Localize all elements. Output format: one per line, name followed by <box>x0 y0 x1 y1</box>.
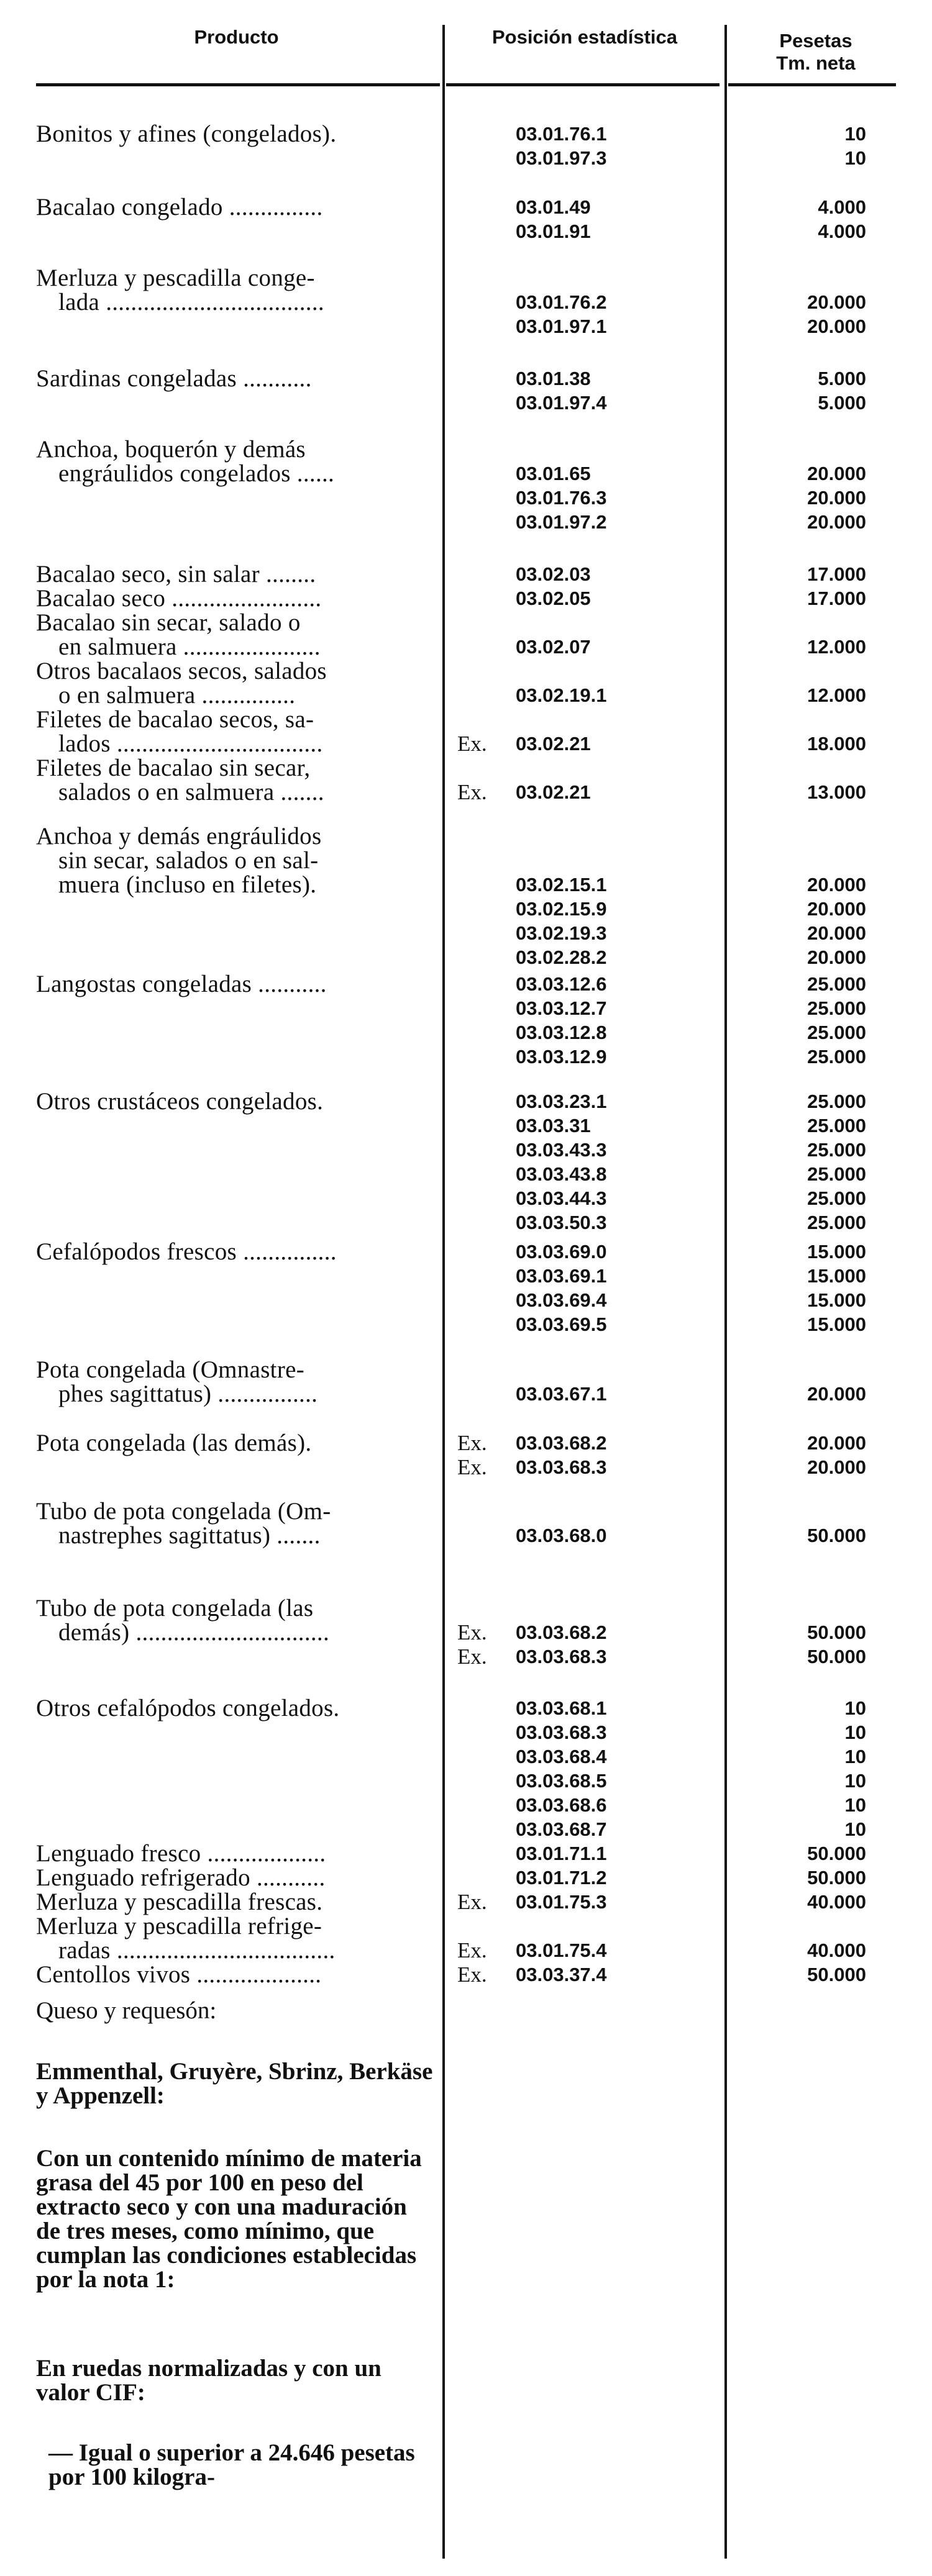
product-label <box>36 707 437 756</box>
value-cell: 50.000 <box>807 1964 866 1985</box>
value-cell: 12.000 <box>807 684 866 706</box>
header-rule-position <box>446 83 720 86</box>
position-code: 03.03.50.3 <box>516 1212 607 1233</box>
value-cell: 10 <box>844 1818 866 1840</box>
position-code: 03.03.68.2 <box>516 1621 607 1643</box>
value-cell: 20.000 <box>807 463 866 484</box>
value-cell: 17.000 <box>807 587 866 609</box>
position-code: 03.03.68.3 <box>516 1456 607 1478</box>
product-line: Anchoa, boquerón y demás <box>36 436 306 463</box>
product-line: Tubo de pota congelada (Om- <box>36 1498 331 1525</box>
product-line: demás) ............................... <box>58 1619 330 1646</box>
product-label <box>36 1240 437 1264</box>
value-cell: 5.000 <box>818 392 866 414</box>
position-code: 03.03.44.3 <box>516 1187 607 1209</box>
product-label <box>36 1089 437 1113</box>
section-ruedas: En ruedas normalizadas y con un valor CIF: <box>36 2355 381 2406</box>
value-cell: 25.000 <box>807 1091 866 1112</box>
product-line: Bacalao seco ........................ <box>36 585 322 612</box>
product-label <box>36 1914 437 1962</box>
value-cell: 10 <box>844 147 866 169</box>
position-code: 03.01.38 <box>516 368 591 389</box>
position-code: 03.03.12.9 <box>516 1046 607 1068</box>
value-cell: 10 <box>844 1746 866 1767</box>
position-code: 03.03.68.4 <box>516 1746 607 1767</box>
position-code: 03.03.68.3 <box>516 1646 607 1667</box>
position-code: 03.03.68.7 <box>516 1818 607 1840</box>
value-cell: 13.000 <box>807 781 866 803</box>
position-code: 03.03.12.8 <box>516 1022 607 1043</box>
header-unit: Tm. neta <box>776 52 856 74</box>
value-cell: 20.000 <box>807 511 866 533</box>
product-line: radas ................................... <box>58 1937 336 1964</box>
value-cell: 50.000 <box>807 1525 866 1546</box>
product-line: phes sagittatus) ................ <box>58 1381 318 1407</box>
value-cell: 25.000 <box>807 1139 866 1161</box>
position-code: 03.03.68.5 <box>516 1770 607 1792</box>
position-code: 03.03.68.3 <box>516 1721 607 1743</box>
position-code: 03.03.69.1 <box>516 1265 607 1287</box>
product-line: Filetes de bacalao sin secar, <box>36 755 311 781</box>
product-label <box>36 122 437 146</box>
position-code: 03.01.97.4 <box>516 392 607 414</box>
product-line: Centollos vivos .................... <box>36 1961 322 1988</box>
product-line: Tubo de pota congelada (las <box>36 1595 314 1621</box>
value-cell: 20.000 <box>807 1383 866 1405</box>
position-code: 03.03.69.5 <box>516 1313 607 1335</box>
ex-marker: Ex. <box>457 1455 487 1479</box>
product-line: Langostas congeladas ........... <box>36 971 327 997</box>
value-cell: 15.000 <box>807 1265 866 1287</box>
product-label <box>36 1962 437 1987</box>
product-line: en salmuera ...................... <box>58 633 321 660</box>
section-contenido: Con un contenido mínimo de materia grasa del 45 por 100 en peso del extracto seco y con una maduración de tres meses, como mínimo, que cumplan las condiciones establecidas por la nota 1: <box>36 2145 422 2293</box>
value-cell: 50.000 <box>807 1621 866 1643</box>
value-cell: 50.000 <box>807 1646 866 1667</box>
product-line: Bacalao seco, sin salar ........ <box>36 561 316 587</box>
position-code: 03.03.67.1 <box>516 1383 607 1405</box>
position-code: 03.02.15.9 <box>516 898 607 920</box>
value-cell: 10 <box>844 1794 866 1816</box>
position-code: 03.01.97.1 <box>516 315 607 337</box>
header-rule-value <box>728 83 896 86</box>
product-line: Pota congelada (las demás). <box>36 1430 312 1456</box>
value-cell: 20.000 <box>807 291 866 313</box>
value-cell: 25.000 <box>807 1022 866 1043</box>
product-label <box>36 1866 437 1890</box>
position-code: 03.03.31 <box>516 1115 591 1136</box>
value-cell: 12.000 <box>807 636 866 658</box>
product-label <box>36 1358 437 1406</box>
product-line: Merluza y pescadilla conge- <box>36 265 315 291</box>
product-label <box>36 437 437 486</box>
value-cell: 20.000 <box>807 946 866 968</box>
header-position: Posición estadística <box>491 26 678 48</box>
position-code: 03.01.75.4 <box>516 1939 607 1961</box>
value-cell: 20.000 <box>807 922 866 944</box>
product-label <box>36 1696 437 1720</box>
position-code: 03.02.19.3 <box>516 922 607 944</box>
position-code: 03.03.69.0 <box>516 1241 607 1263</box>
product-line: muera (incluso en filetes). <box>58 871 317 898</box>
value-cell: 25.000 <box>807 1046 866 1068</box>
product-label <box>36 756 437 804</box>
position-code: 03.03.69.4 <box>516 1289 607 1311</box>
position-code: 03.03.43.3 <box>516 1139 607 1161</box>
product-line: Cefalópodos frescos ............... <box>36 1238 337 1265</box>
value-cell: 20.000 <box>807 1456 866 1478</box>
position-code: 03.03.43.8 <box>516 1163 607 1185</box>
ex-marker: Ex. <box>457 1962 487 1987</box>
product-line: Filetes de bacalao secos, sa- <box>36 706 314 733</box>
product-line: Bacalao sin secar, salado o <box>36 609 301 636</box>
ex-marker: Ex. <box>457 1938 487 1962</box>
header-rule-product <box>36 83 440 86</box>
position-code: 03.03.68.1 <box>516 1697 607 1719</box>
position-code: 03.01.97.3 <box>516 147 607 169</box>
product-label <box>36 366 437 391</box>
product-line: lados ................................. <box>58 730 323 757</box>
product-line: nastrephes sagittatus) ....... <box>58 1522 321 1549</box>
product-label <box>36 972 437 996</box>
position-code: 03.02.03 <box>516 563 591 585</box>
product-line: Otros cefalópodos congelados. <box>36 1695 340 1721</box>
product-line: Merluza y pescadilla frescas. <box>36 1889 323 1915</box>
position-code: 03.01.71.1 <box>516 1843 607 1864</box>
section-queso: Queso y requesón: <box>36 1997 217 2024</box>
product-line: Pota congelada (Omnastre- <box>36 1356 305 1383</box>
position-code: 03.01.65 <box>516 463 591 484</box>
value-cell: 20.000 <box>807 487 866 509</box>
position-code: 03.01.97.2 <box>516 511 607 533</box>
header-product: Producto <box>194 26 279 48</box>
value-cell: 40.000 <box>807 1891 866 1913</box>
product-line: sin secar, salados o en sal- <box>58 847 319 874</box>
position-code: 03.02.15.1 <box>516 874 607 896</box>
position-code: 03.01.76.2 <box>516 291 607 313</box>
value-cell: 25.000 <box>807 1163 866 1185</box>
value-cell: 10 <box>844 1697 866 1719</box>
position-code: 03.03.23.1 <box>516 1091 607 1112</box>
value-cell: 25.000 <box>807 997 866 1019</box>
product-label <box>36 266 437 314</box>
header-pesetas: Pesetas <box>779 30 852 52</box>
value-cell: 10 <box>844 123 866 145</box>
product-line: Merluza y pescadilla refrige- <box>36 1913 322 1939</box>
product-label <box>36 659 437 707</box>
product-label <box>36 1431 437 1455</box>
position-code: 03.01.71.2 <box>516 1867 607 1889</box>
ex-marker: Ex. <box>457 732 487 756</box>
product-line: Bacalao congelado ............... <box>36 194 323 220</box>
ex-marker: Ex. <box>457 780 487 804</box>
value-cell: 20.000 <box>807 315 866 337</box>
product-label <box>36 1890 437 1914</box>
value-cell: 25.000 <box>807 1115 866 1136</box>
value-cell: 4.000 <box>818 220 866 242</box>
position-code: 03.02.21 <box>516 781 591 803</box>
position-code: 03.01.76.3 <box>516 487 607 509</box>
value-cell: 40.000 <box>807 1939 866 1961</box>
ex-marker: Ex. <box>457 1890 487 1914</box>
position-code: 03.01.76.1 <box>516 123 607 145</box>
position-code: 03.01.75.3 <box>516 1891 607 1913</box>
product-line: o en salmuera ............... <box>58 682 296 709</box>
value-cell: 10 <box>844 1721 866 1743</box>
product-label <box>36 586 437 610</box>
value-cell: 50.000 <box>807 1843 866 1864</box>
product-line: Sardinas congeladas ........... <box>36 365 312 392</box>
value-cell: 15.000 <box>807 1313 866 1335</box>
value-cell: 25.000 <box>807 1187 866 1209</box>
value-cell: 20.000 <box>807 874 866 896</box>
column-divider-1 <box>442 25 445 2559</box>
position-code: 03.01.49 <box>516 196 591 218</box>
ex-marker: Ex. <box>457 1431 487 1455</box>
value-cell: 18.000 <box>807 733 866 755</box>
product-label <box>36 824 437 897</box>
position-code: 03.02.19.1 <box>516 684 607 706</box>
product-line: lada ................................... <box>58 289 324 315</box>
product-label <box>36 1596 437 1644</box>
value-cell: 4.000 <box>818 196 866 218</box>
position-code: 03.03.37.4 <box>516 1964 607 1985</box>
product-label <box>36 1841 437 1866</box>
section-emmenthal: Emmenthal, Gruyère, Sbrinz, Berkäse y Appenzell: <box>36 2058 433 2109</box>
position-code: 03.03.12.7 <box>516 997 607 1019</box>
product-label <box>36 610 437 659</box>
value-cell: 20.000 <box>807 898 866 920</box>
value-cell: 50.000 <box>807 1867 866 1889</box>
value-cell: 25.000 <box>807 973 866 995</box>
ex-marker: Ex. <box>457 1644 487 1669</box>
product-line: Otros bacalaos secos, salados <box>36 658 327 684</box>
product-line: Bonitos y afines (congelados). <box>36 120 337 147</box>
product-label <box>36 1499 437 1548</box>
position-code: 03.01.91 <box>516 220 591 242</box>
ex-marker: Ex. <box>457 1620 487 1644</box>
position-code: 03.03.12.6 <box>516 973 607 995</box>
position-code: 03.02.28.2 <box>516 946 607 968</box>
value-cell: 10 <box>844 1770 866 1792</box>
value-cell: 25.000 <box>807 1212 866 1233</box>
position-code: 03.03.68.2 <box>516 1432 607 1454</box>
product-label <box>36 562 437 586</box>
product-line: Anchoa y demás engráulidos <box>36 823 322 850</box>
position-code: 03.03.68.6 <box>516 1794 607 1816</box>
product-line: engráulidos congelados ...... <box>58 460 335 487</box>
position-code: 03.02.07 <box>516 636 591 658</box>
column-divider-2 <box>724 25 727 2559</box>
product-label <box>36 195 437 219</box>
position-code: 03.02.05 <box>516 587 591 609</box>
value-cell: 5.000 <box>818 368 866 389</box>
value-cell: 15.000 <box>807 1289 866 1311</box>
section-igual: — Igual o superior a 24.646 pesetas por 100 kilogra- <box>48 2439 415 2490</box>
value-cell: 20.000 <box>807 1432 866 1454</box>
value-cell: 15.000 <box>807 1241 866 1263</box>
product-line: Lenguado fresco ................... <box>36 1840 326 1867</box>
value-cell: 17.000 <box>807 563 866 585</box>
product-line: Lenguado refrigerado ........... <box>36 1864 326 1891</box>
position-code: 03.03.68.0 <box>516 1525 607 1546</box>
product-line: Otros crustáceos congelados. <box>36 1088 324 1115</box>
product-line: salados o en salmuera ....... <box>58 779 324 805</box>
position-code: 03.02.21 <box>516 733 591 755</box>
